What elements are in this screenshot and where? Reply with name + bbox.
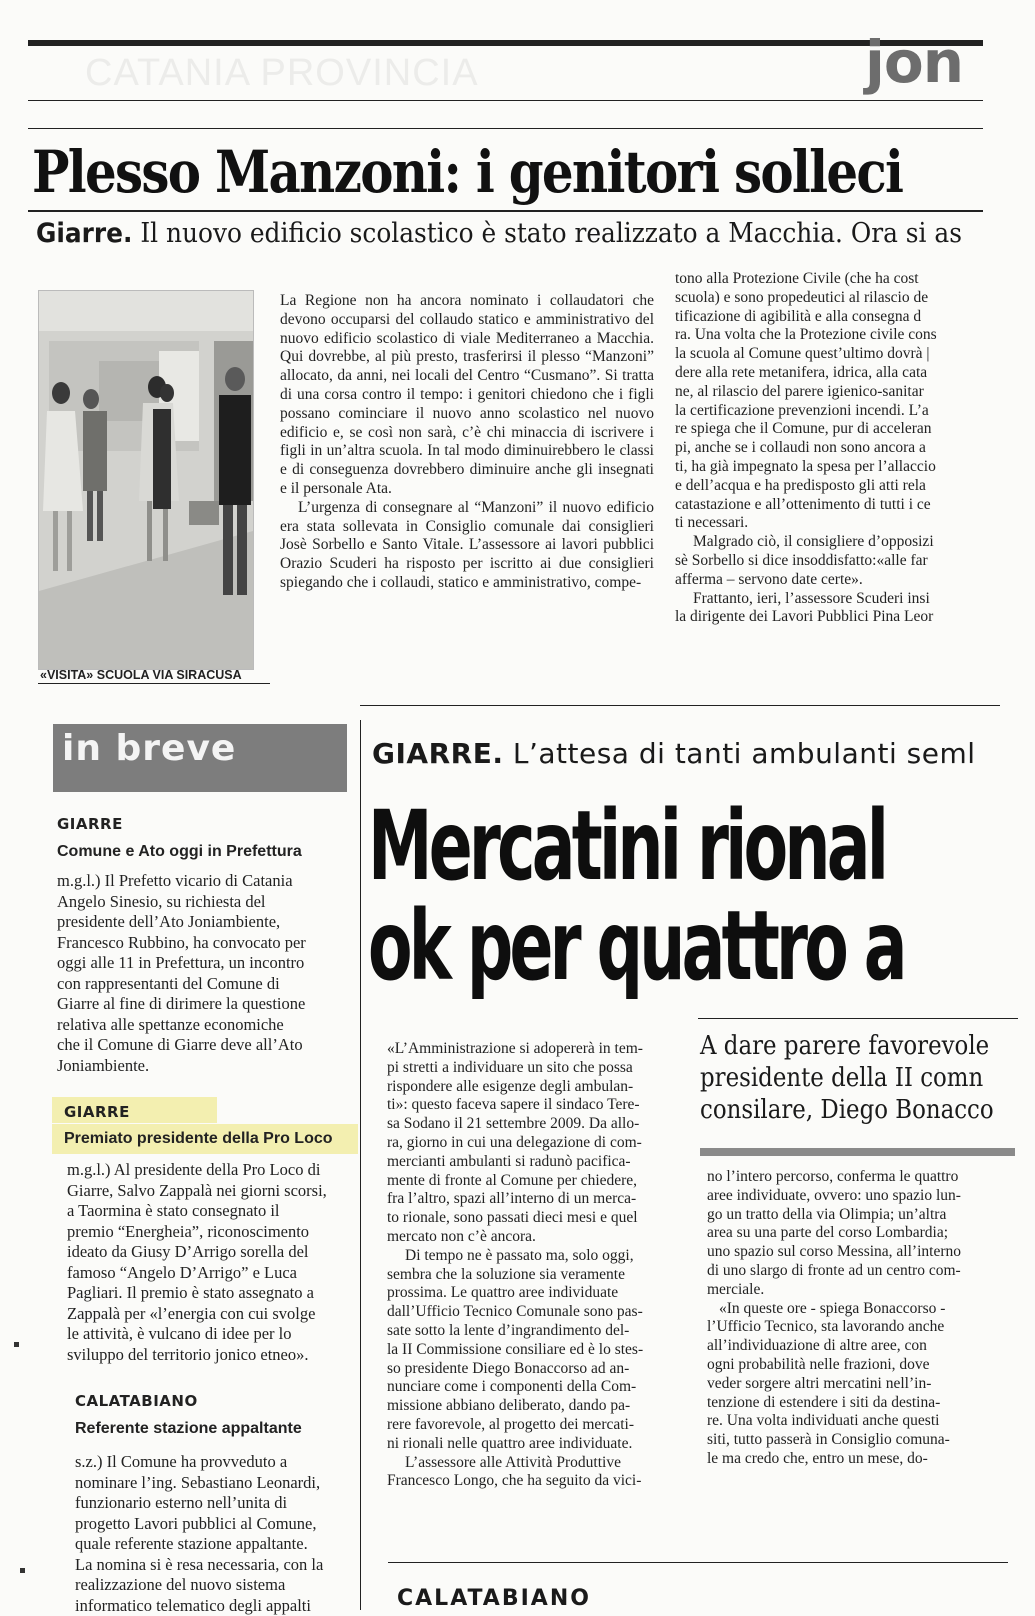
mercatini-headline — [368, 792, 1010, 1022]
mercatini-column-1 — [387, 1040, 685, 1490]
top-kicker-text: Il nuovo edificio scolastico è stato realizzato a Macchia. Ora si as — [140, 218, 962, 249]
top-kicker-place: Giarre. — [36, 218, 132, 249]
in-breve-title: in breve — [62, 728, 236, 769]
text-line: presidente dell’Ato Joniambiente, — [57, 912, 357, 933]
text-line: sembra che la soluzione sia veramente — [387, 1266, 685, 1285]
text-line: m.g.l.) Il Prefetto vicario di Catania — [57, 871, 357, 892]
text-line: prossima. Le quattro aree individuate — [387, 1284, 685, 1303]
text-line: l’Ufficio Tecnico, sta lavorando anche — [707, 1318, 1007, 1337]
text-line: Zappalà per «l’energia con cui svolge — [67, 1304, 364, 1325]
mercatini-headline-line-1: Mercatini rional — [368, 792, 885, 900]
text-line: dall’Ufficio Tecnico Comunale sono pas- — [387, 1303, 685, 1322]
text-line: Giarre, Salvo Zappalà nei giorni scorsi, — [67, 1181, 364, 1202]
text-line: premio “Energheia”, riconoscimento — [67, 1222, 364, 1243]
text-line: la certificazione prevenzioni incendi. L’a — [675, 402, 990, 421]
text-line: ideato da Giusy D’Arrigo sorella del — [67, 1242, 364, 1263]
brief-place: CALATABIANO — [75, 1392, 360, 1410]
text-line: afferma – servono date certe». — [675, 571, 990, 590]
brief-item-calatabiano — [75, 1392, 360, 1602]
text-line: ne, al rilascio del parere igienico-sanitar — [675, 383, 990, 402]
text-line: L’assessore alle Attività Produttive — [387, 1454, 685, 1473]
brief-subtitle: Referente stazione appaltante — [75, 1420, 360, 1438]
text-line: aree individuate, ovvero: uno spazio lun- — [707, 1187, 1007, 1206]
text-line: e dell’acqua e ha predisposto gli atti rela — [675, 477, 990, 496]
masthead-bottom-rule — [28, 100, 983, 101]
text-line: Angelo Sinesio, su richiesta del — [57, 892, 357, 913]
text-line: funzionario esterno nell’unita di — [75, 1493, 360, 1514]
text-line: la dirigente dei Lavori Pubblici Pina Leor — [675, 608, 990, 627]
text-line: ra. Una volta che la Protezione civile cons — [675, 326, 990, 345]
text-line: ti necessari. — [675, 514, 990, 533]
pull-quote-line: presidente della II comn — [700, 1062, 982, 1094]
text-line: pi, anche se i collaudi non sono ancora a — [675, 439, 990, 458]
text-line: dere alla rete metanifera, idrica, alla cata — [675, 364, 990, 383]
pull-quote-line: A dare parere favorevole — [700, 1030, 982, 1062]
top-headline: Plesso Manzoni: i genitori solleci — [32, 138, 851, 206]
text-line: nominare l’ing. Sebastiano Leonardi, — [75, 1473, 360, 1494]
mercatini-column-2 — [707, 1168, 1007, 1498]
text-line: realizzazione del nuovo sistema — [75, 1575, 360, 1596]
pull-quote-line: consilare, Diego Bonacco — [700, 1094, 982, 1126]
text-line: pi stretti a individuare un sito che possa — [387, 1059, 685, 1078]
brief-place: GIARRE — [57, 815, 357, 833]
brief-item-prefettura — [57, 815, 357, 1076]
text-line: Pagliari. Il premio è stato assegnato a — [67, 1283, 364, 1304]
text-line: sviluppo del territorio jonico etneo». — [67, 1345, 364, 1366]
text-line: relativa alle spettanze economiche — [57, 1015, 357, 1036]
text-line: so presidente Diego Bonaccorso ad an- — [387, 1360, 685, 1379]
text-line: sè Sorbello si dice insoddisfatto:«alle far — [675, 552, 990, 571]
text-line: con rappresentanti del Comune di — [57, 974, 357, 995]
text-line: La nomina si è resa necessaria, con la — [75, 1555, 360, 1576]
brief-subtitle: Comune e Ato oggi in Prefettura — [57, 843, 357, 861]
mercatini-headline-line-2: ok per quattro a — [368, 892, 904, 1000]
mercatini-kicker-text: L’attesa di tanti ambulanti seml — [513, 737, 976, 770]
text-line: ra, giorno in cui una delegazione di com- — [387, 1134, 685, 1153]
caption-rule — [38, 683, 270, 684]
top-article-paragraph: La Regione non ha ancora nominato i collaudatori che devono occuparsi del collaudo statico e amministrativo del nuovo edificio scolastico di viale Mediterraneo a Macchia. Qui dovrebbe, al più presto, trasferirsi il plesso “Manzoni” allocato, da anni, nei locali del Centro “Cusmano”. Si tratta di una corsa contro il tempo: i genitori chiedono che i figli possano cominciare il nuovo anno scolastico nel nuovo edificio e, se così non sarà, c’è chi minaccia di iscrivere i figli in un’altra scuola. In tal modo diminuirebbero le classi e di conseguenza dovrebbero diminuire anche gli insegnati e il personale Ata. — [280, 292, 654, 499]
brief-body — [75, 1452, 360, 1602]
text-line: go un tratto della via Olimpia; un’altra — [707, 1206, 1007, 1225]
text-line: ogni probabilità nelle frazioni, dove — [707, 1356, 1007, 1375]
text-line: Francesco Longo, che ha seguito da vici- — [387, 1472, 685, 1491]
text-line: le attività, è vulcano di idee per lo — [67, 1324, 364, 1345]
margin-mark — [14, 1342, 19, 1347]
text-line: re spiega che il Comune, pur di acceleran — [675, 420, 990, 439]
text-line: m.g.l.) Al presidente della Pro Loco di — [67, 1160, 364, 1181]
text-line: tono alla Protezione Civile (che ha cost — [675, 270, 990, 289]
photo-caption: «VISITA» SCUOLA VIA SIRACUSA — [40, 668, 270, 682]
text-line: rispondere alle esigenze degli ambulan- — [387, 1078, 685, 1097]
text-line: «In queste ore - spiega Bonaccorso - — [707, 1300, 1007, 1319]
text-line: tenzione di estendere i siti da destina- — [707, 1394, 1007, 1413]
section-name: CATANIA PROVINCIA — [85, 52, 479, 95]
text-line: scuola) e sono propedeutici al rilascio de — [675, 289, 990, 308]
text-line: mente di fronte al Comune per chiedere, — [387, 1172, 685, 1191]
text-line: progetto Lavori pubblici al Comune, — [75, 1514, 360, 1535]
text-line: famoso “Angelo D’Arrigo” e Luca — [67, 1263, 364, 1284]
brief-subtitle: Premiato presidente della Pro Loco — [64, 1130, 364, 1148]
text-line: catastazione e all’ottenimento di tutti i ce — [675, 496, 990, 515]
text-line: uno spazio sul corso Messina, all’interno — [707, 1243, 1007, 1262]
school-visit-photo-image — [39, 291, 253, 669]
text-line: missione abbiano deliberato, dando pa- — [387, 1397, 685, 1416]
text-line: «L’Amministrazione si adopererà in tem- — [387, 1040, 685, 1059]
text-line: Malgrado ciò, il consigliere d’opposizi — [675, 533, 990, 552]
next-article-place: CALATABIANO — [397, 1586, 591, 1610]
section-divider — [360, 705, 1000, 706]
text-line: di uno slargo di fronte ad un centro com- — [707, 1262, 1007, 1281]
text-line: a Taormina è stato consegnato il — [67, 1201, 364, 1222]
text-line: mercianti ambulanti si radunò pacifica- — [387, 1153, 685, 1172]
pull-quote-bottom-bar — [700, 1148, 1015, 1156]
text-line: siti, tutto passerà in Consiglio comuna- — [707, 1431, 1007, 1450]
text-line: quale referente stazione appaltante. — [75, 1534, 360, 1555]
text-line: tificazione di agibilità e alla consegna d — [675, 308, 990, 327]
brief-body — [57, 871, 357, 1076]
text-line: ti, ha già impegnato la spesa per l’allaccio — [675, 458, 990, 477]
text-line: Di tempo ne è passato ma, solo oggi, — [387, 1247, 685, 1266]
text-line: merciale. — [707, 1281, 1007, 1300]
text-line: veder sorgere altri mercatini nell’in- — [707, 1375, 1007, 1394]
text-line: Frattanto, ieri, l’assessore Scuderi insi — [675, 590, 990, 609]
brief-place: GIARRE — [64, 1103, 364, 1121]
text-line: nunciare come i componenti della Com- — [387, 1378, 685, 1397]
text-line: area su una parte del corso Lombardia; — [707, 1224, 1007, 1243]
text-line: re. Una volta individuati anche questi — [707, 1412, 1007, 1431]
text-line: s.z.) Il Comune ha provveduto a — [75, 1452, 360, 1473]
text-line: le ma credo che, entro un mese, do- — [707, 1450, 1007, 1469]
masthead-top-rule — [28, 40, 983, 46]
text-line: Joniambiente. — [57, 1056, 357, 1077]
margin-mark — [20, 1568, 25, 1573]
text-line: to rionale, sono passati dieci mesi e quel — [387, 1209, 685, 1228]
text-line: ni rionali nelle quattro aree individuate. — [387, 1435, 685, 1454]
text-line: rere favorevole, al progetto dei mercati- — [387, 1416, 685, 1435]
text-line: la II Commissione consiliare ed è lo stes- — [387, 1341, 685, 1360]
top-article-paragraph: L’urgenza di consegnare al “Manzoni” il nuovo edificio era stata sollevata in Consiglio comunale dai consiglieri Josè Sorbello e Santo Vitale. L’assessore ai lavori pubblici Orazio Scuderi ha risposto per iscritto ai due consiglieri spiegando che i collaudi, statico e amministrativo, compe- — [280, 499, 654, 593]
bottom-divider — [388, 1562, 1008, 1563]
pull-quote — [700, 1030, 982, 1126]
section-tag: jon — [865, 28, 980, 96]
text-line: oggi alle 11 in Prefettura, un incontro — [57, 953, 357, 974]
brief-item-pro-loco — [64, 1103, 364, 1365]
brief-body — [67, 1160, 364, 1365]
top-kicker — [36, 218, 984, 249]
top-article-column-2 — [675, 270, 990, 684]
text-line: mercato non c’è ancora. — [387, 1228, 685, 1247]
headline-underline — [28, 210, 983, 212]
text-line: ti»: questo faceva sapere il sindaco Tere- — [387, 1096, 685, 1115]
school-visit-photo — [38, 290, 254, 670]
top-article-column-1 — [280, 292, 654, 684]
text-line: la scuola al Comune quest’ultimo dovrà | — [675, 345, 990, 364]
text-line: all’individuazione di altre aree, con — [707, 1337, 1007, 1356]
text-line: che il Comune di Giarre deve all’Ato — [57, 1035, 357, 1056]
pull-quote-top-rule — [698, 1018, 1018, 1019]
text-line: sate sotto la lente d’ingrandimento del- — [387, 1322, 685, 1341]
text-line: no l’intero percorso, conferma le quattro — [707, 1168, 1007, 1187]
text-line: sa Sodano il 21 settembre 2009. Da allo- — [387, 1115, 685, 1134]
text-line: fra l’altro, spazi all’interno di un merca- — [387, 1190, 685, 1209]
text-line: informatico telematico degli appalti — [75, 1596, 360, 1616]
mercatini-kicker-place: GIARRE. — [372, 737, 503, 770]
mercatini-kicker — [372, 737, 1012, 770]
text-line: Francesco Rubbino, ha convocato per — [57, 933, 357, 954]
headline-top-rule — [28, 128, 983, 129]
text-line: Giarre al fine di dirimere la questione — [57, 994, 357, 1015]
